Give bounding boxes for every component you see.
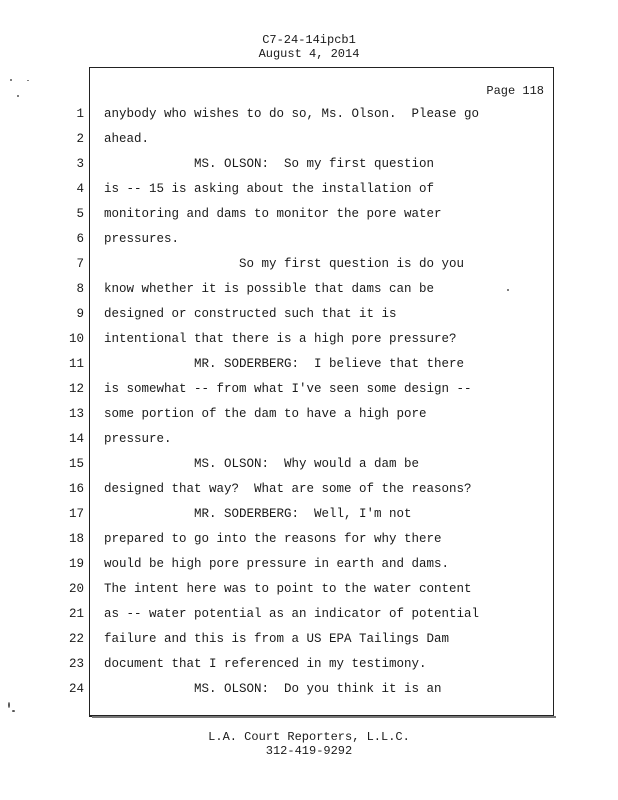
line-number: 22 bbox=[68, 632, 84, 646]
transcript-line: The intent here was to point to the water content bbox=[104, 582, 472, 596]
transcript-line: some portion of the dam to have a high pore bbox=[104, 407, 427, 421]
line-number: 12 bbox=[68, 382, 84, 396]
line-number: 16 bbox=[68, 482, 84, 496]
transcript-line: ahead. bbox=[104, 132, 150, 146]
transcript-line: anybody who wishes to do so, Ms. Olson. Please go bbox=[104, 107, 480, 121]
scan-speck bbox=[507, 289, 509, 291]
transcript-line: designed that way? What are some of the reasons? bbox=[104, 482, 472, 496]
scan-speck bbox=[10, 79, 12, 81]
page-number: Page 118 bbox=[486, 84, 544, 98]
line-number: 2 bbox=[76, 132, 84, 146]
scan-speck bbox=[12, 710, 15, 712]
transcript-line: intentional that there is a high pore pressure? bbox=[104, 332, 457, 346]
document-date: August 4, 2014 bbox=[258, 47, 360, 61]
line-number: 7 bbox=[76, 257, 84, 271]
scan-speck bbox=[27, 80, 29, 81]
scan-speck bbox=[8, 702, 10, 708]
transcript-line: MR. SODERBERG: I believe that there bbox=[104, 357, 465, 371]
transcript-line: pressures. bbox=[104, 232, 180, 246]
transcript-line: MS. OLSON: Do you think it is an bbox=[104, 682, 442, 696]
line-number: 6 bbox=[76, 232, 84, 246]
transcript-line: designed or constructed such that it is bbox=[104, 307, 397, 321]
line-number: 9 bbox=[76, 307, 84, 321]
line-number: 17 bbox=[68, 507, 84, 521]
transcript-line: So my first question is do you bbox=[104, 257, 465, 271]
transcript-line: prepared to go into the reasons for why there bbox=[104, 532, 442, 546]
line-number: 10 bbox=[68, 332, 84, 346]
line-number: 15 bbox=[68, 457, 84, 471]
line-number: 18 bbox=[68, 532, 84, 546]
transcript-line: is somewhat -- from what I've seen some design -- bbox=[104, 382, 472, 396]
line-number: 20 bbox=[68, 582, 84, 596]
line-number: 13 bbox=[68, 407, 84, 421]
transcript-line: MS. OLSON: Why would a dam be bbox=[104, 457, 420, 471]
line-number: 1 bbox=[76, 107, 84, 121]
line-number: 14 bbox=[68, 432, 84, 446]
line-number: 19 bbox=[68, 557, 84, 571]
line-number: 4 bbox=[76, 182, 84, 196]
document-id: C7-24-14ipcb1 bbox=[262, 33, 356, 47]
transcript-line: monitoring and dams to monitor the pore water bbox=[104, 207, 442, 221]
line-number: 8 bbox=[76, 282, 84, 296]
scan-speck bbox=[17, 95, 19, 97]
line-number: 3 bbox=[76, 157, 84, 171]
line-number: 23 bbox=[68, 657, 84, 671]
transcript-line: failure and this is from a US EPA Tailings Dam bbox=[104, 632, 450, 646]
transcript-line: pressure. bbox=[104, 432, 172, 446]
transcript-line: MS. OLSON: So my first question bbox=[104, 157, 435, 171]
frame-bottom-shadow bbox=[92, 716, 556, 718]
transcript-line: as -- water potential as an indicator of potential bbox=[104, 607, 480, 621]
transcript-line: document that I referenced in my testimony. bbox=[104, 657, 427, 671]
transcript-line: would be high pore pressure in earth and dams. bbox=[104, 557, 450, 571]
line-number: 24 bbox=[68, 682, 84, 696]
footer-phone: 312-419-9292 bbox=[265, 744, 353, 758]
line-number: 21 bbox=[68, 607, 84, 621]
transcript-line: is -- 15 is asking about the installation of bbox=[104, 182, 435, 196]
transcript-line: MR. SODERBERG: Well, I'm not bbox=[104, 507, 412, 521]
line-number: 5 bbox=[76, 207, 84, 221]
footer-company: L.A. Court Reporters, L.L.C. bbox=[208, 730, 410, 744]
line-number: 11 bbox=[68, 357, 84, 371]
transcript-line: know whether it is possible that dams can be bbox=[104, 282, 435, 296]
